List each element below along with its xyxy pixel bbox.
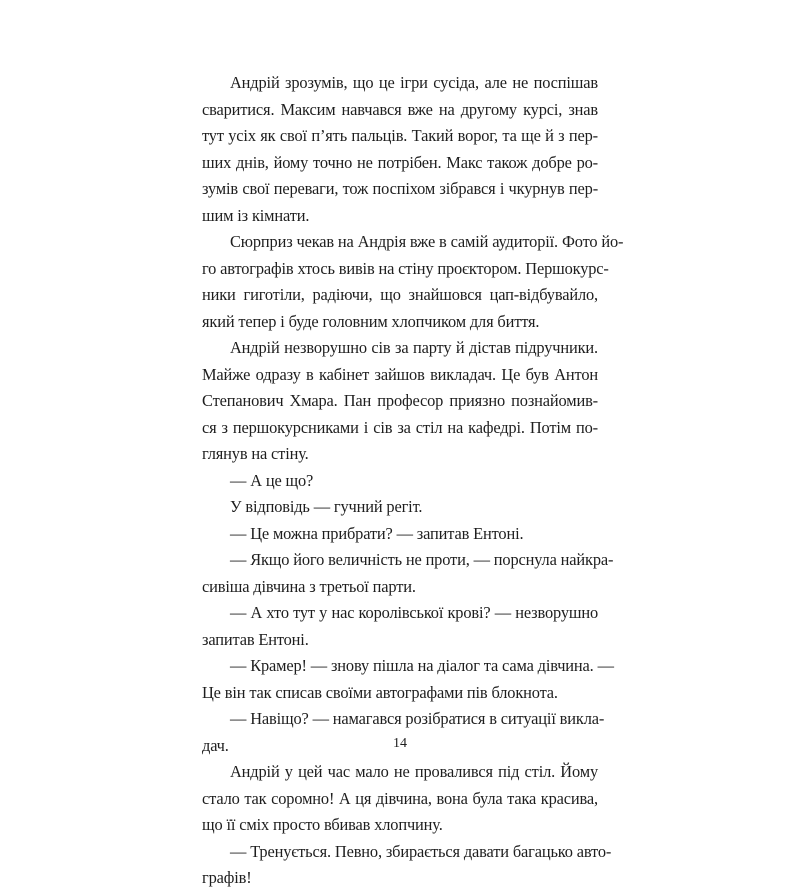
- text-line: що її сміх просто вбивав хлопчину.: [202, 815, 443, 834]
- text-line: який тепер і буде головним хлопчиком для биття.: [202, 311, 540, 331]
- text-line: шим із кімнати.: [202, 205, 310, 225]
- text-line: ники гиготіли, радіючи, що знайшовся цап-відбувайло,: [202, 285, 598, 304]
- text-line: — Це можна прибрати? — запитав Ентоні.: [230, 523, 524, 543]
- text-line: — А це що?: [230, 470, 314, 490]
- text-line: дач.: [202, 735, 229, 755]
- text-line: Це він так списав своїми автографами пів блокнота.: [202, 682, 558, 702]
- text-line: сивіша дівчина з третьої парти.: [202, 576, 416, 596]
- text-line: Андрій зрозумів, що це ігри сусіда, але не поспішав: [230, 73, 598, 92]
- text-line: стало так соромно! А ця дівчина, вона була така красива,: [202, 788, 598, 808]
- text-line: ших днів, йому точно не потрібен. Макс також добре ро-: [202, 152, 598, 172]
- text-line: тут усіх як свої п’ять пальців. Такий ворог, та ще й з пер-: [202, 126, 598, 145]
- text-line: Сюрприз чекав на Андрія вже в самій аудиторії. Фото йо-: [230, 232, 624, 251]
- text-line: — А хто тут у нас королівської крові? — незворушно: [230, 603, 598, 622]
- text-line: У відповідь — гучний регіт.: [230, 497, 423, 516]
- text-line: — Якщо його величність не проти, — порснула найкра-: [230, 550, 614, 569]
- text-line: глянув на стіну.: [202, 444, 309, 463]
- page-number: 14: [393, 736, 407, 751]
- text-line: Андрій у цей час мало не провалився під стіл. Йому: [230, 762, 598, 781]
- text-line: сваритися. Максим навчався вже на другому курсі, знав: [202, 99, 598, 119]
- text-line: — Крамер! — знову пішла на діалог та сама дівчина. —: [230, 656, 614, 675]
- text-line: Майже одразу в кабінет зайшов викладач. Це був Антон: [202, 364, 598, 384]
- text-line: графів!: [202, 868, 252, 887]
- text-line: зумів свої переваги, тож поспіхом зібрався і чкурнув пер-: [202, 179, 598, 198]
- body-text: [202, 70, 624, 892]
- text-line: Андрій незворушно сів за парту й дістав підручники.: [230, 338, 598, 357]
- text-line: ся з першокурсниками і сів за стіл на кафедрі. Потім по-: [202, 417, 598, 437]
- text-line: Степанович Хмара. Пан професор приязно познайомив-: [202, 391, 598, 410]
- text-line: запитав Ентоні.: [202, 629, 309, 649]
- text-line: го автографів хтось вивів на стіну проєктором. Першокурс-: [202, 258, 609, 278]
- text-line: — Навіщо? — намагався розібратися в ситуації виклa-: [230, 709, 605, 728]
- text-line: — Тренується. Певно, збирається давати багацько авто-: [230, 841, 612, 861]
